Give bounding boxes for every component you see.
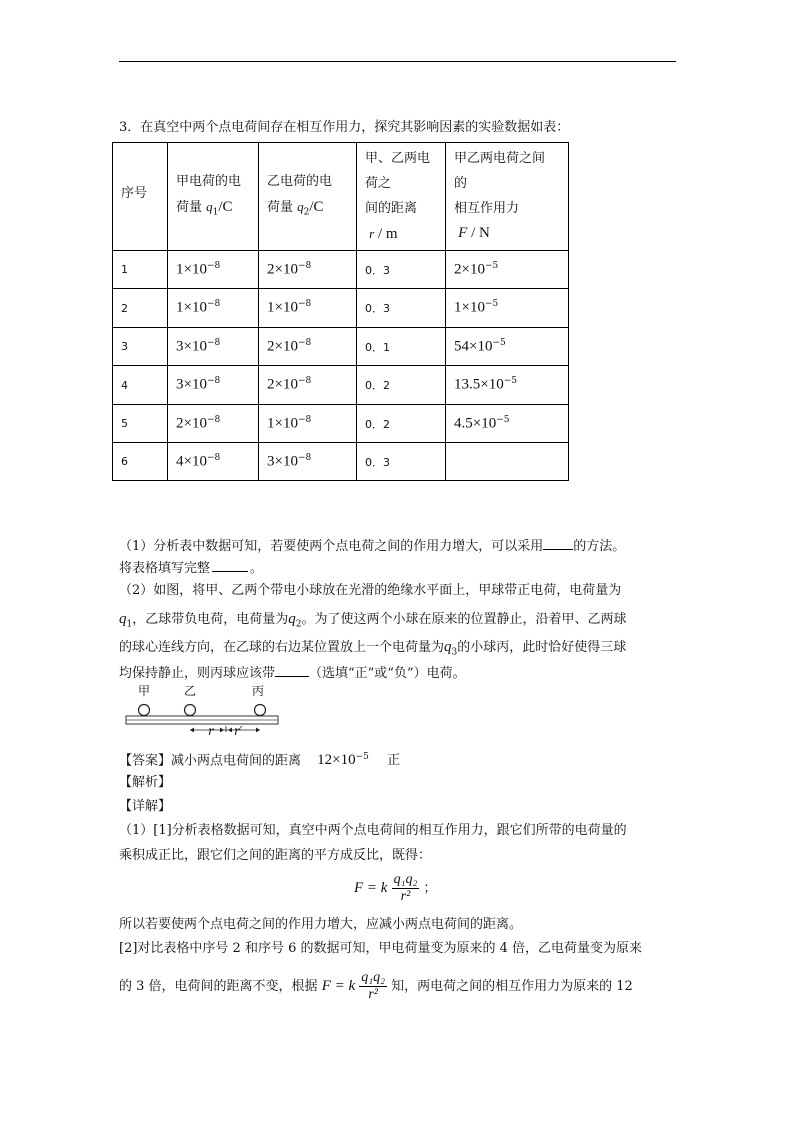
arrow-head <box>190 728 194 733</box>
cell-q2-exponent: −8 <box>297 260 312 271</box>
cell-index-value: 1 <box>121 263 128 276</box>
cell-distance <box>357 251 446 289</box>
cell-q2-exponent: −8 <box>297 376 312 387</box>
cell-q2-exponent: −8 <box>297 299 312 310</box>
part2-line1: （2）如图，将甲、乙两个带电小球放在光滑的绝缘水平面上，甲球带正电荷，电荷量为 <box>119 583 622 598</box>
cell-force <box>446 328 569 366</box>
cell-q2-exponent: −8 <box>297 414 312 425</box>
cell-q2-value: 2×10 <box>267 376 298 393</box>
cell-index-value: 4 <box>121 378 128 392</box>
cell-index <box>113 366 168 405</box>
cell-q1-exponent: −8 <box>206 452 221 463</box>
cell-force <box>446 405 569 443</box>
cell-q1 <box>168 366 259 405</box>
analysis-line2: 乘积成正比，跟它们之间的距离的平方成反比，既得： <box>119 848 432 863</box>
label-jia: 甲 <box>138 684 151 698</box>
table-row <box>113 289 569 328</box>
cell-index-value: 3 <box>121 340 128 353</box>
cell-index <box>113 289 168 328</box>
formula-fraction: $\frac{\text{q₁q₂}}{\text{r²}}$ <box>393 872 418 904</box>
data-table <box>112 142 569 481</box>
cell-force-exponent: −5 <box>484 299 499 310</box>
ball-jia <box>139 705 150 716</box>
cell-force-exponent: −5 <box>496 414 510 425</box>
cell-index-value: 2 <box>121 301 128 315</box>
cell-force-value: 1×10 <box>454 299 485 316</box>
part2-line2: $q_1$，乙球带负电荷，电荷量为$q_2$。为了使这两个小球在原来的位置静止，沿着甲、乙两球 <box>119 611 627 630</box>
cell-index <box>113 251 168 289</box>
header-rule <box>119 61 676 62</box>
question-title: 3．在真空中两个点电荷间存在相互作用力，探究其影响因素的实验数据如表： <box>119 120 570 135</box>
cell-q2-value: 3×10 <box>267 453 298 470</box>
cell-q1-exponent: −8 <box>206 260 221 271</box>
cell-distance <box>357 366 446 405</box>
arrow-head <box>220 728 224 733</box>
cell-distance <box>357 289 446 328</box>
cell-force-exponent: −5 <box>484 260 499 271</box>
cell-force-value: 13.5×10 <box>454 376 504 393</box>
analysis-line1: （1）[1]分析表格数据可知，真空中两个点电荷间的相互作用力，跟它们所带的电荷量的 <box>119 823 627 838</box>
blank-3 <box>275 662 309 677</box>
cell-q2-exponent: −8 <box>297 337 312 348</box>
ball-yi <box>185 705 196 716</box>
cell-distance <box>357 405 446 443</box>
cell-q1-exponent: −8 <box>206 299 221 310</box>
cell-q1 <box>168 251 259 289</box>
analysis-line4: [2]对比表格中序号 2 和序号 6 的数据可知，甲电荷量变为原来的 4 倍，乙电荷量变为原来 <box>119 941 643 956</box>
analysis-line5: 的 3 倍，电荷间的距离不变，根据 F = k $\frac{\text{q₁q₂}}{\text{r²}}$ 知，两电荷之间的相互作用力为原来的 12 <box>119 970 633 1002</box>
cell-index <box>113 443 168 481</box>
cell-q2-value: 1×10 <box>267 415 298 432</box>
cell-distance-value: 0．3 <box>365 455 390 469</box>
cell-force-exponent: −5 <box>492 337 506 348</box>
cell-q1-exponent: −8 <box>206 414 221 425</box>
detail-label: 【详解】 <box>119 799 172 814</box>
table-row <box>113 251 569 289</box>
label-yi: 乙 <box>184 684 197 698</box>
cell-index <box>113 405 168 443</box>
cell-q1-value: 3×10 <box>176 376 207 393</box>
part1-line2: 将表格填写完整 。 <box>119 557 263 579</box>
cell-q1-value: 3×10 <box>176 338 207 355</box>
cell-index-value: 6 <box>121 455 128 468</box>
cell-distance-value: 0．2 <box>365 417 390 431</box>
answer-line: 【答案】减小两点电荷间的距离 $12\times 10^{-5}$ 正 <box>119 752 401 769</box>
cell-force <box>446 251 569 289</box>
three-balls-figure <box>124 686 284 736</box>
part2-line3: 的球心连线方向，在乙球的右边某位置放上一个电荷量为$q_3$的小球丙，此时恰好使得三球 <box>119 639 627 658</box>
blank-2 <box>212 557 248 572</box>
coulomb-formula: F = k $\frac{\text{q₁q₂}}{\text{r²}}$ ； <box>354 872 437 904</box>
cell-q2 <box>259 328 357 366</box>
analysis-line3: 所以若要使两个点电荷之间的作用力增大，应减小两点电荷间的距离。 <box>119 917 523 932</box>
cell-q2 <box>259 443 357 481</box>
part2-line4: 均保持静止，则丙球应该带 （选填“正”或“负”）电荷。 <box>119 662 466 684</box>
cell-index-value: 5 <box>121 417 128 430</box>
cell-distance-value: 0．1 <box>365 340 390 354</box>
label-r: r <box>208 724 214 738</box>
cell-q2-value: 2×10 <box>267 338 298 355</box>
cell-force <box>446 289 569 328</box>
cell-force <box>446 443 569 481</box>
cell-distance-value: 0．2 <box>365 379 390 392</box>
label-bing: 丙 <box>252 684 265 698</box>
inline-formula-fraction: $\frac{\text{q₁q₂}}{\text{r²}}$ <box>361 970 386 1002</box>
header-q1: 甲电荷的电 荷量 $q_1/C$ <box>168 143 259 251</box>
cell-q2-value: 1×10 <box>267 299 298 316</box>
cell-force <box>446 366 569 405</box>
table-header-row <box>113 143 569 251</box>
cell-distance-value: 0．3 <box>365 263 390 277</box>
cell-q1 <box>168 405 259 443</box>
header-force: 甲乙两电荷之间 的 相互作用力 F / N <box>446 143 569 251</box>
table-row <box>113 405 569 443</box>
label-r-prime: r′ <box>234 724 243 738</box>
cell-q1-value: 1×10 <box>176 261 207 278</box>
cell-index <box>113 328 168 366</box>
cell-q1 <box>168 443 259 481</box>
cell-distance <box>357 328 446 366</box>
cell-q1 <box>168 289 259 328</box>
table-row <box>113 328 569 366</box>
cell-distance-value: 0．3 <box>365 302 390 315</box>
cell-q1-value: 1×10 <box>176 299 207 316</box>
cell-q1-exponent: −8 <box>206 376 221 387</box>
cell-q2 <box>259 366 357 405</box>
table-row <box>113 443 569 481</box>
cell-force-value: 2×10 <box>454 261 485 278</box>
part1-line1: （1）分析表中数据可知，若要使两个点电荷之间的作用力增大，可以采用 的方法。 <box>119 535 625 557</box>
cell-q1-value: 2×10 <box>176 415 207 432</box>
cell-q1-value: 4×10 <box>176 453 207 470</box>
cell-q2-exponent: −8 <box>297 452 312 463</box>
table-row <box>113 366 569 405</box>
analysis-label: 【解析】 <box>119 775 172 790</box>
cell-q2-value: 2×10 <box>267 261 298 278</box>
blank-1 <box>543 535 573 550</box>
cell-q2 <box>259 289 357 328</box>
header-q2: 乙电荷的电 荷量 $q_2/C$ <box>259 143 357 251</box>
cell-force-value: 54×10 <box>454 338 493 355</box>
cell-distance <box>357 443 446 481</box>
cell-q2 <box>259 251 357 289</box>
header-index: 序号 <box>113 143 168 251</box>
ball-bing <box>255 705 266 716</box>
cell-force-exponent: −5 <box>503 376 517 387</box>
arrow-head <box>256 728 260 733</box>
cell-q2 <box>259 405 357 443</box>
header-distance: 甲、乙两电 荷之 间的距离 r / m <box>357 143 446 251</box>
cell-q1 <box>168 328 259 366</box>
cell-q1-exponent: −8 <box>206 337 221 348</box>
cell-force-value: 4.5×10 <box>454 415 497 432</box>
arrow-head <box>228 728 232 733</box>
